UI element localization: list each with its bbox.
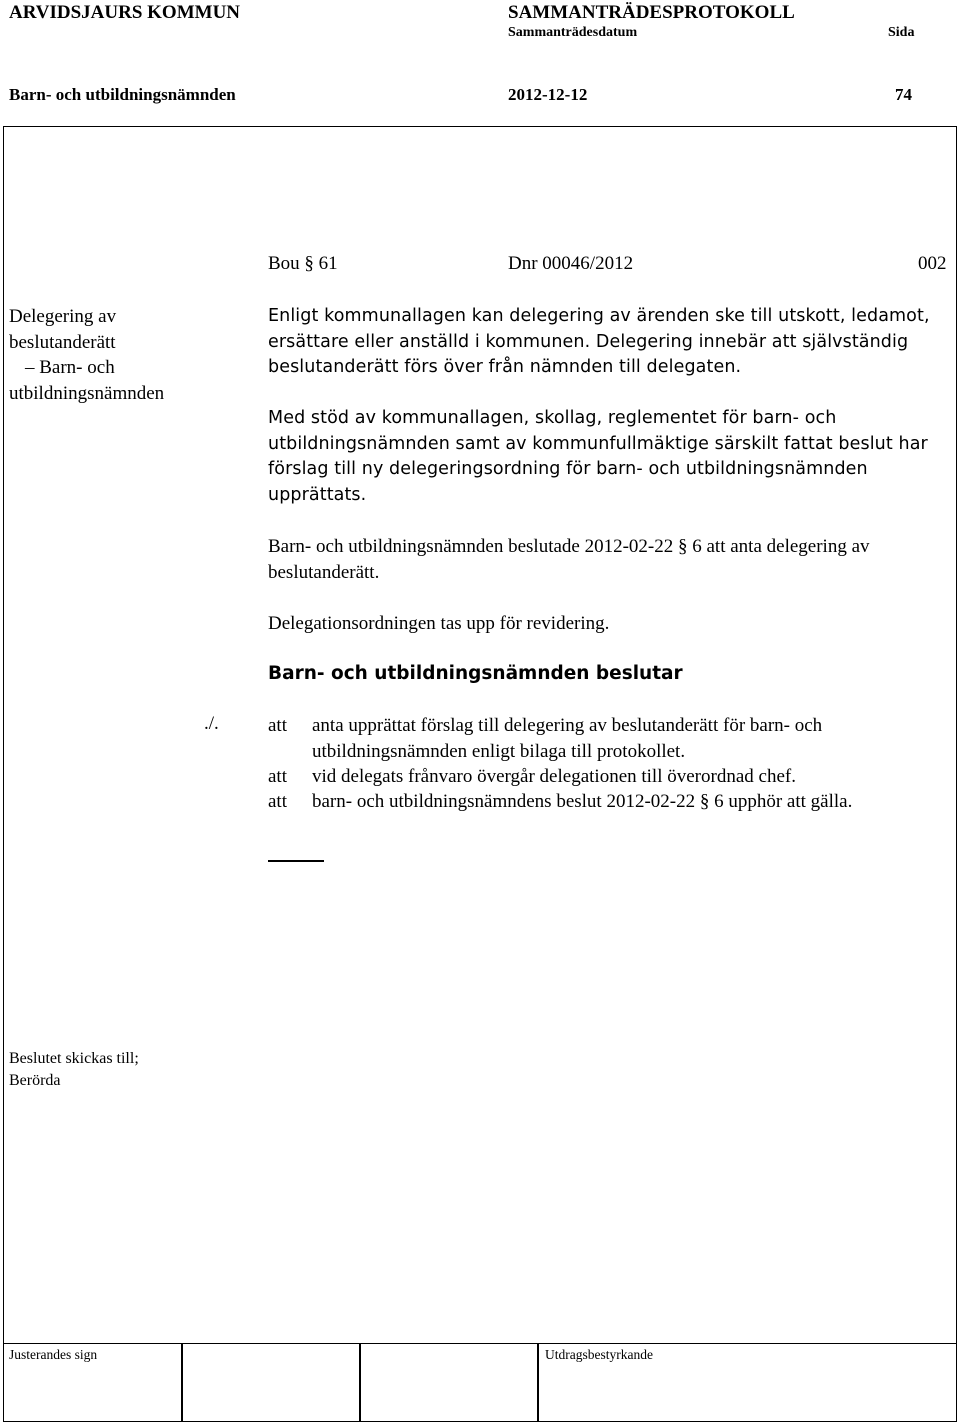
meeting-date: 2012-12-12 <box>508 85 588 104</box>
page-label: Sida <box>888 25 915 40</box>
att-word: att <box>268 715 287 736</box>
subject-line: – Barn- och <box>25 357 115 378</box>
subject-heading <box>9 304 239 406</box>
distribution <box>9 1048 139 1092</box>
subject-line: beslutanderätt <box>9 331 116 353</box>
signature-divider <box>181 1344 183 1421</box>
attachment-marker: ./. <box>204 713 219 734</box>
signature-box <box>3 1343 957 1422</box>
decision-heading: Barn- och utbildningsnämnden beslutar <box>268 663 683 684</box>
subject-line: Delegering av <box>9 306 117 327</box>
committee-name: Barn- och utbildningsnämnden <box>9 85 236 104</box>
att-word: att <box>268 791 287 812</box>
att-word: att <box>268 766 287 787</box>
paragraph-2: Med stöd av kommunallagen, skollag, reglementet för barn- och utbildningsnämnden samt av kommunfullmäktige särskilt fattat beslut har förslag till ny delegeringsordning för barn- och utbildningsnämnden upprättats. <box>268 408 928 505</box>
municipality-name: ARVIDSJAURS KOMMUN <box>9 2 241 23</box>
distribution-recipients: Berörda <box>9 1072 61 1089</box>
decision-text: barn- och utbildningsnämndens beslut 2012-02-22 § 6 upphör att gälla. <box>312 791 853 812</box>
paragraph-3: Barn- och utbildningsnämnden beslutade 2012-02-22 § 6 att anta delegering av beslutanderätt. <box>268 536 870 583</box>
adjuster-sign-label: Justerandes sign <box>9 1347 98 1362</box>
paragraph-4: Delegationsordningen tas upp för revidering. <box>268 613 610 634</box>
paragraph-number: Bou § 61 <box>268 253 338 274</box>
section-end-rule <box>268 860 324 862</box>
extract-certification-label: Utdragsbestyrkande <box>545 1347 653 1362</box>
distribution-label: Beslutet skickas till; <box>9 1050 139 1067</box>
decision-text: anta upprättat förslag till delegering av beslutanderätt för barn- och utbildningsnämnden enligt bilaga till protokollet. <box>312 715 823 762</box>
decision-text: vid delegats frånvaro övergår delegationen till överordnad chef. <box>312 766 796 787</box>
case-code: 002 <box>918 253 947 274</box>
page-number: 74 <box>895 85 912 104</box>
paragraph-1: Enligt kommunallagen kan delegering av ärenden ske till utskott, ledamot, ersättare eller anställd i kommunen. Delegering innebär att självständig beslutanderätt förs över från nämnden till delegaten. <box>268 306 930 377</box>
subject-line: utbildningsnämnden <box>9 382 165 404</box>
signature-divider <box>359 1344 361 1421</box>
signature-divider <box>537 1344 539 1421</box>
diary-number: Dnr 00046/2012 <box>508 253 634 274</box>
meeting-date-label: Sammanträdesdatum <box>508 25 638 40</box>
document-type: SAMMANTRÄDESPROTOKOLL <box>508 2 795 23</box>
